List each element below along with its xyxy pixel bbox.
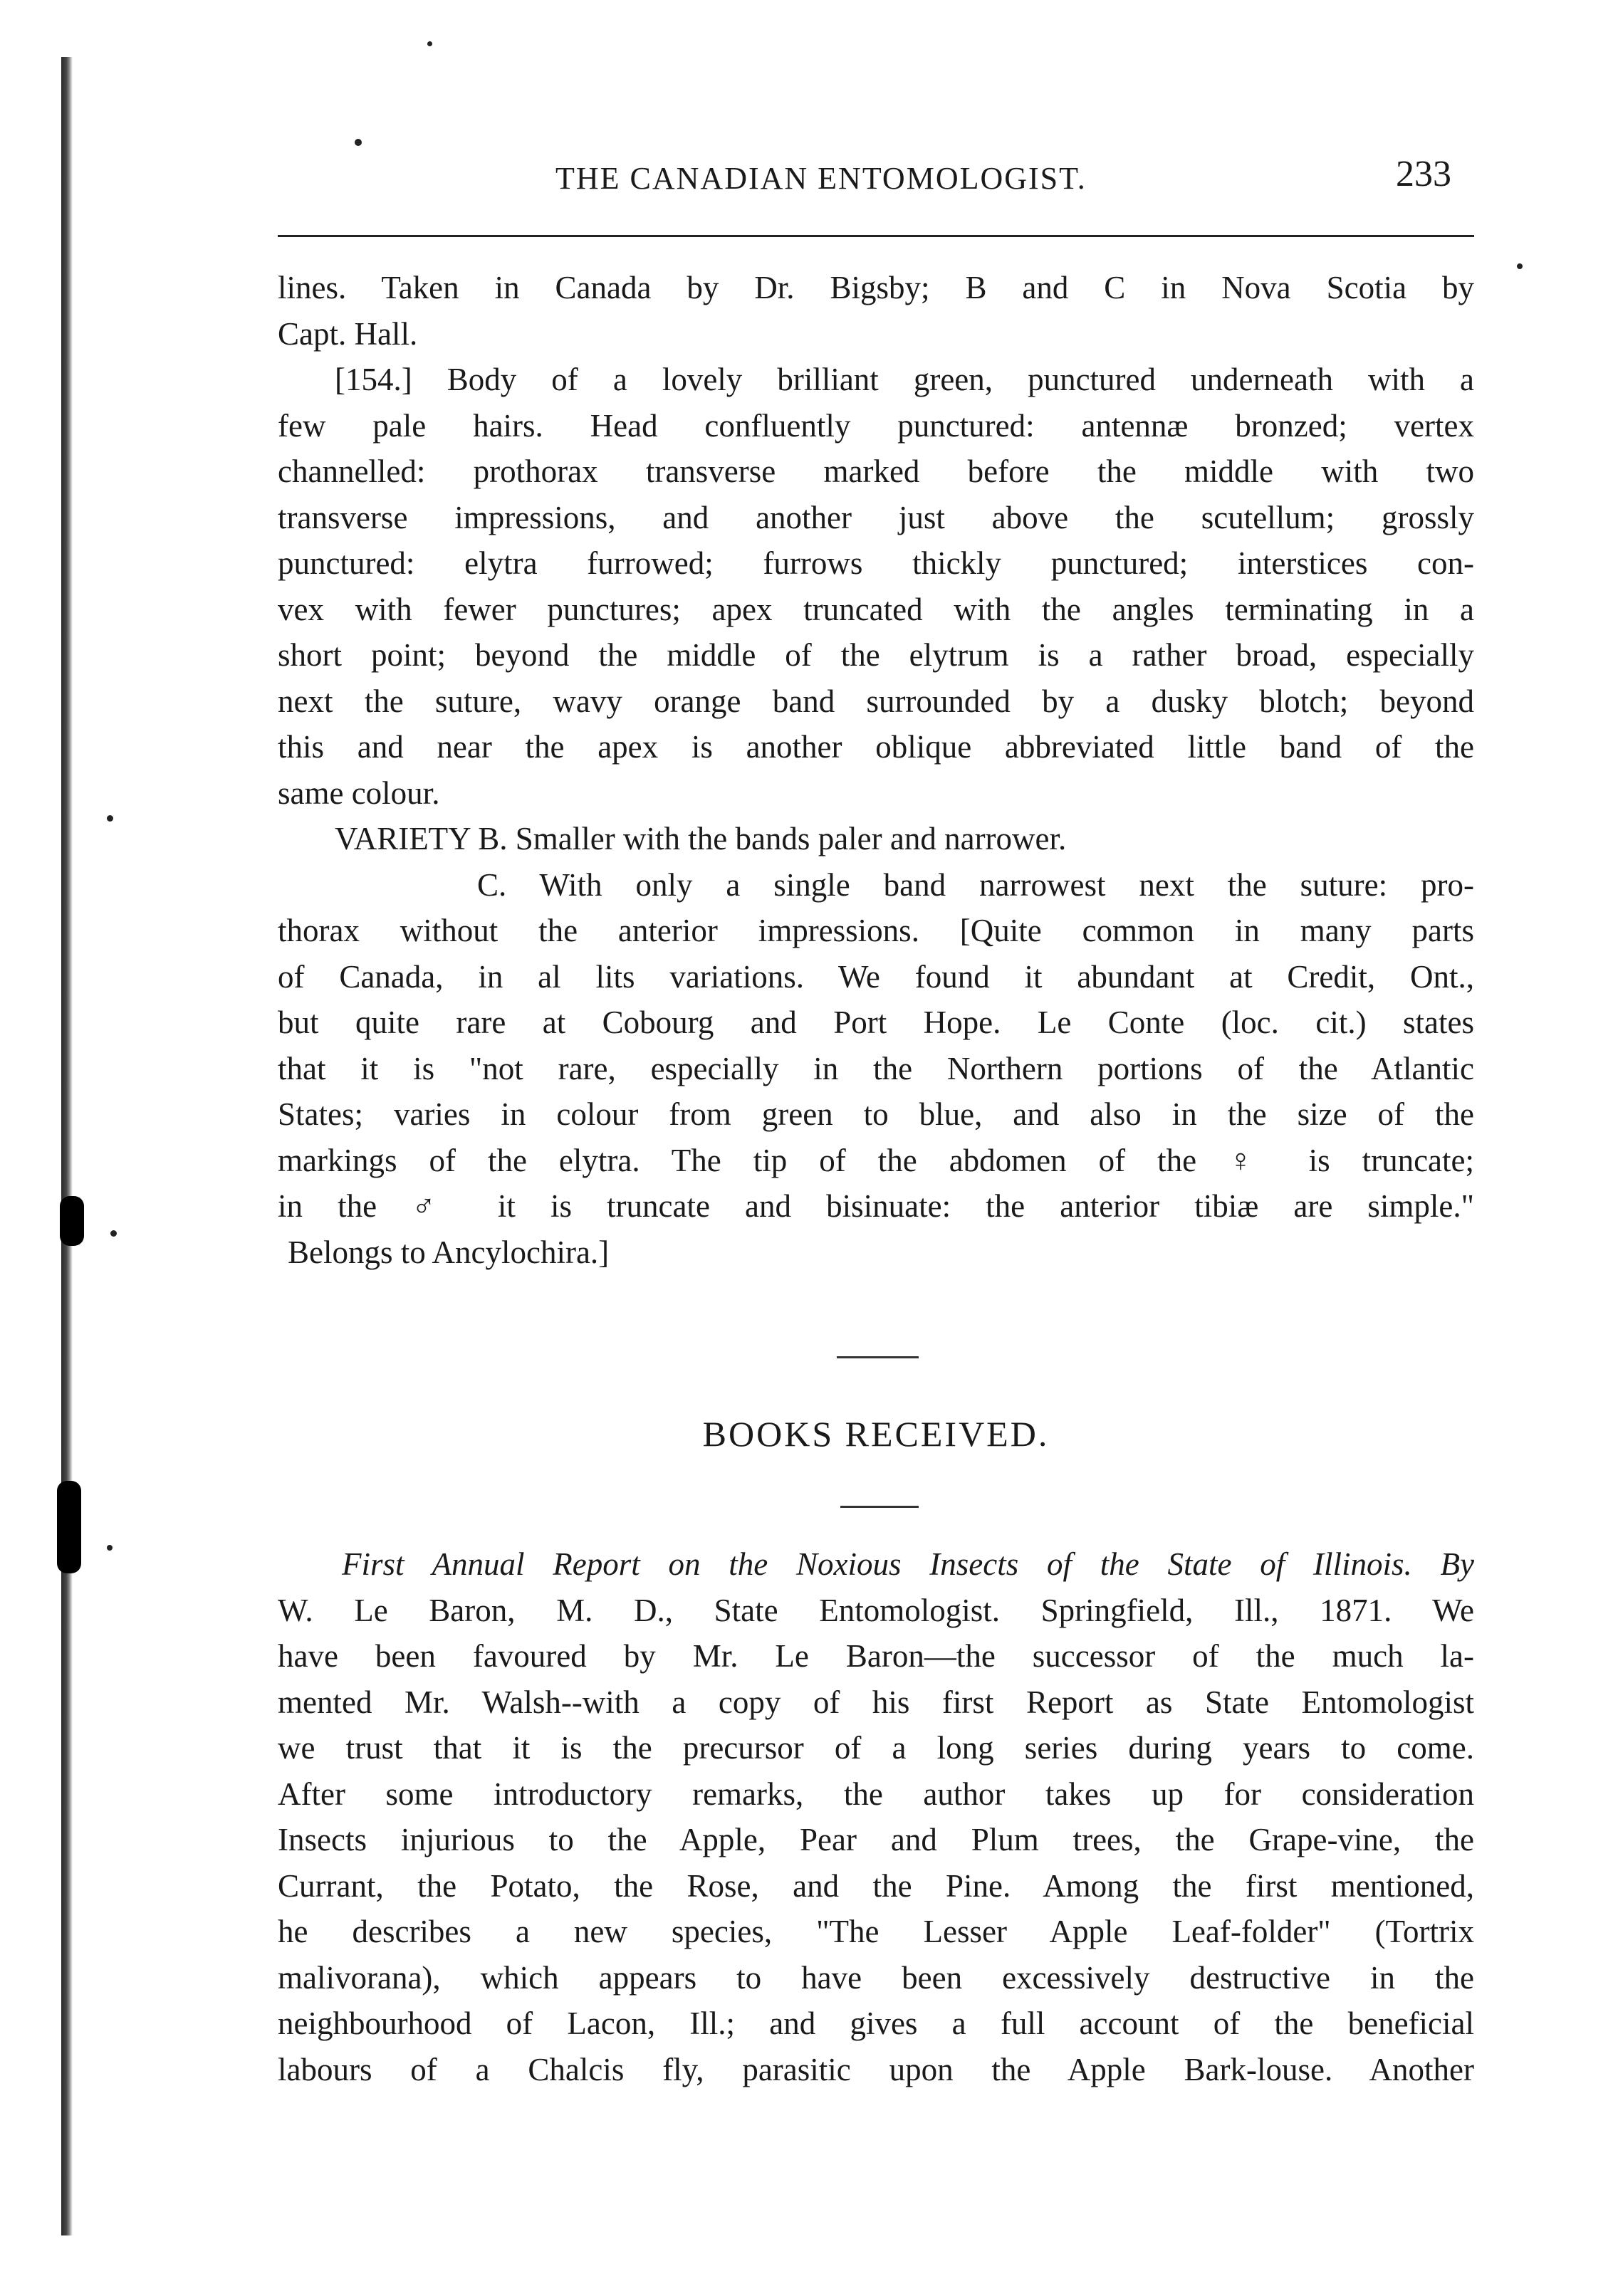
- text-line: Capt. Hall.: [278, 315, 418, 352]
- text-line: transverse impressions, and another just above the scutellum; grossly: [278, 499, 1474, 535]
- variety-b-line: VARIETY B. Smaller with the bands paler and narrower.: [335, 821, 1067, 856]
- running-header-title: THE CANADIAN ENTOMOLOGIST.: [555, 161, 1087, 196]
- text-line: short point; beyond the middle of the elytrum is a rather broad, especially: [278, 637, 1474, 673]
- text-line: First Annual Report on the Noxious Insects of the State of Illinois. By: [342, 1546, 1474, 1582]
- text-line: Insects injurious to the Apple, Pear and Plum trees, the Grape-vine, the: [278, 1822, 1474, 1857]
- text-line: mented Mr. Walsh--with a copy of his first Report as State Entomologist: [278, 1684, 1474, 1720]
- header-rule: [278, 235, 1474, 237]
- text-line: few pale hairs. Head confluently punctured: antennæ bronzed; vertex: [278, 407, 1474, 444]
- text-line: States; varies in colour from green to blue, and also in the size of the: [278, 1096, 1474, 1132]
- scan-speck: [107, 815, 113, 822]
- scan-speck: [1517, 263, 1523, 269]
- text-line: that it is "not rare, especially in the Northern portions of the Atlantic: [278, 1050, 1474, 1086]
- text-line: labours of a Chalcis fly, parasitic upon the Apple Bark-louse. Another: [278, 2051, 1474, 2087]
- text-line: [154.] Body of a lovely brilliant green, punctured underneath with a: [335, 362, 1474, 397]
- text-line: thorax without the anterior impressions. [Quite common in many parts: [278, 913, 1474, 948]
- text-line: this and near the apex is another oblique abbreviated little band of the: [278, 729, 1474, 765]
- page-number: 233: [1396, 154, 1451, 194]
- text-line: malivorana), which appears to have been excessively destructive in the: [278, 1959, 1474, 1996]
- text-line: have been favoured by Mr. Le Baron—the successor of the much la-: [278, 1638, 1474, 1674]
- section-rule-top: [837, 1356, 919, 1358]
- section-rule-bottom: [840, 1506, 919, 1508]
- scan-speck: [107, 1545, 113, 1551]
- scan-speck: [355, 139, 362, 146]
- section-heading: BOOKS RECEIVED.: [702, 1414, 1050, 1454]
- text-line: Belongs to Ancylochira.]: [288, 1234, 610, 1270]
- gutter-blot: [60, 1196, 84, 1246]
- text-line: of Canada, in al lits variations. We found it abundant at Credit, Ont.,: [278, 958, 1474, 995]
- gutter-blot: [57, 1481, 81, 1573]
- text-line: but quite rare at Cobourg and Port Hope. Le Conte (loc. cit.) states: [278, 1005, 1474, 1040]
- scan-speck: [110, 1230, 117, 1237]
- text-line: vex with fewer punctures; apex truncated with the angles terminating in a: [278, 591, 1474, 627]
- text-line: W. Le Baron, M. D., State Entomologist. Springfield, Ill., 1871. We: [278, 1592, 1474, 1628]
- text-line: punctured: elytra furrowed; furrows thickly punctured; interstices con-: [278, 545, 1474, 581]
- books-received-paragraph: [278, 1541, 1474, 2092]
- text-line: neighbourhood of Lacon, Ill.; and gives a full account of the beneficial: [278, 2006, 1474, 2041]
- text-line: channelled: prothorax transverse marked before the middle with two: [278, 454, 1474, 489]
- text-line: After some introductory remarks, the author takes up for consideration: [278, 1776, 1474, 1812]
- text-line: same colour.: [278, 775, 440, 811]
- text-line: Currant, the Potato, the Rose, and the Pine. Among the first mentioned,: [278, 1867, 1474, 1904]
- text-line: markings of the elytra. The tip of the abdomen of the ♀ is truncate;: [278, 1142, 1474, 1178]
- text-line: next the suture, wavy orange band surrounded by a dusky blotch; beyond: [278, 683, 1474, 719]
- text-line: lines. Taken in Canada by Dr. Bigsby; B and C in Nova Scotia by: [278, 270, 1474, 305]
- text-line: in the ♂ it is truncate and bisinuate: the anterior tibiæ are simple.": [278, 1188, 1474, 1224]
- binding-gutter: [61, 57, 73, 2235]
- scan-speck: [427, 41, 432, 46]
- variety-c-line: C. With only a single band narrowest next the suture: pro-: [477, 866, 1474, 903]
- text-line: he describes a new species, "The Lesser Apple Leaf-folder" (Tortrix: [278, 1914, 1474, 1949]
- text-line: we trust that it is the precursor of a long series during years to come.: [278, 1730, 1474, 1766]
- species-description: [278, 265, 1474, 1275]
